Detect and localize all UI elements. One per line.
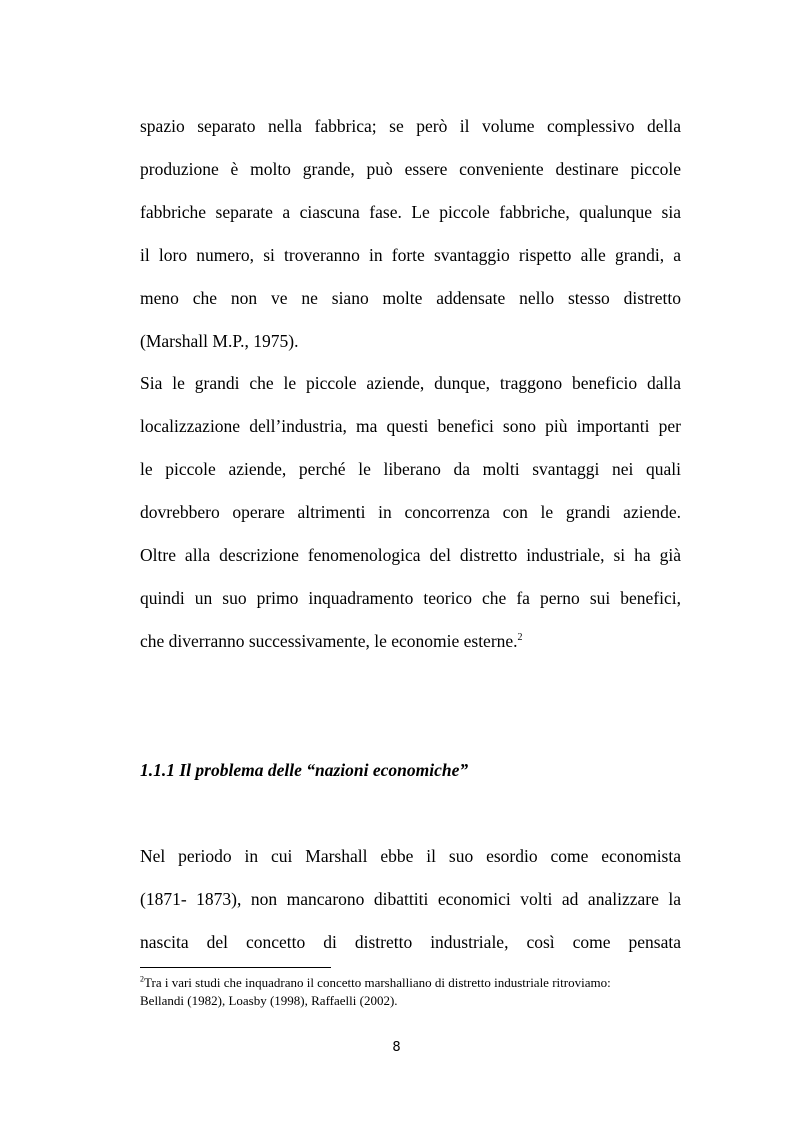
footnote-text: Tra i vari studi che inquadrano il concetto marshalliano di distretto industriale ritroviamo: xyxy=(144,975,611,990)
text-line: le piccole aziende, perché le liberano da molti svantaggi nei quali xyxy=(140,459,681,479)
text-line: nascita del concetto di distretto industriale, così come pensata xyxy=(140,932,681,952)
text-line: quindi un suo primo inquadramento teorico che fa perno sui benefici, xyxy=(140,588,681,608)
text-line: fabbriche separate a ciascuna fase. Le piccole fabbriche, qualunque sia xyxy=(140,202,681,222)
footnote-line: Bellandi (1982), Loasby (1998), Raffaelli (2002). xyxy=(140,993,398,1008)
text-line-last xyxy=(140,630,681,652)
text-line: dovrebbero operare altrimenti in concorrenza con le grandi aziende. xyxy=(140,502,681,522)
footnote-line xyxy=(140,975,681,991)
text-line: (Marshall M.P., 1975). xyxy=(140,331,299,351)
footnote-separator xyxy=(140,967,331,968)
text-line: Sia le grandi che le piccole aziende, dunque, traggono beneficio dalla xyxy=(140,373,681,393)
text-line: spazio separato nella fabbrica; se però il volume complessivo della xyxy=(140,116,681,136)
section-heading: 1.1.1 Il problema delle “nazioni economiche” xyxy=(140,760,469,780)
text-line: produzione è molto grande, può essere conveniente destinare piccole xyxy=(140,159,681,179)
text-line: Nel periodo in cui Marshall ebbe il suo esordio come economista xyxy=(140,846,681,866)
page-number: 8 xyxy=(392,1040,401,1055)
text-line: Oltre alla descrizione fenomenologica del distretto industriale, si ha già xyxy=(140,545,681,565)
text-line: il loro numero, si troveranno in forte svantaggio rispetto alle grandi, a xyxy=(140,245,681,265)
footnote-reference[interactable]: 2 xyxy=(517,632,523,644)
text-line: (1871- 1873), non mancarono dibattiti economici volti ad analizzare la xyxy=(140,889,681,909)
footnote-number: 2 xyxy=(140,974,144,984)
text-line-content: che diverranno successivamente, le economie esterne. xyxy=(140,631,518,651)
text-line: localizzazione dell’industria, ma questi benefici sono più importanti per xyxy=(140,416,681,436)
text-line: meno che non ve ne siano molte addensate nello stesso distretto xyxy=(140,288,681,308)
